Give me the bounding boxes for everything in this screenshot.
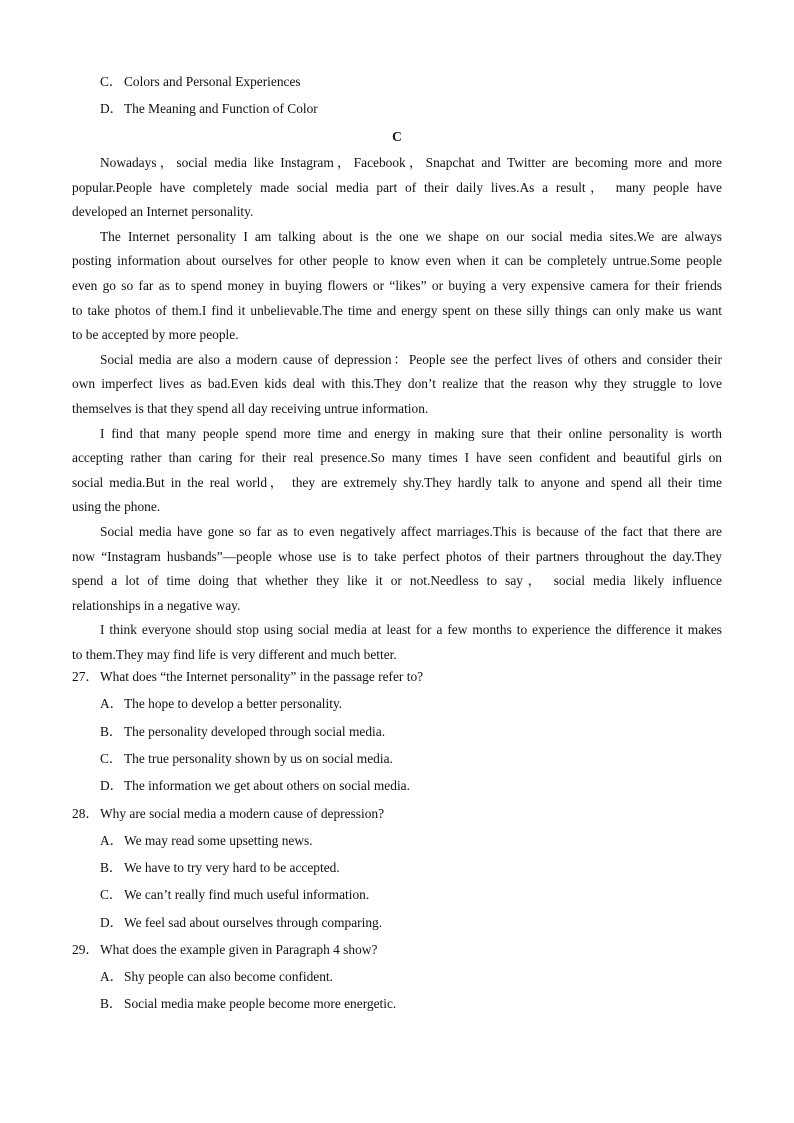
option-a: A．Shy people can also become confident. [100,968,333,984]
option-a: A．The hope to develop a better personality. [100,696,343,712]
question-stem: 28．Why are social media a modern cause of depression? [72,805,385,821]
question-stem: 29．What does the example given in Paragraph 4 show? [72,941,378,957]
question-28 [72,804,722,940]
option-d: D．The Meaning and Function of Color [100,101,318,116]
option-d: D．The information we get about others on social media. [100,778,410,794]
reading-passage [72,151,722,667]
option-b: B． Social media make people become more energetic. [100,996,397,1012]
page-content [72,72,722,1021]
paragraph-3: Social media are also a modern cause of depression：People see the perfect lives of others and consider their own imperfect lives as bad.Even kids deal with this.They don’t realize that the reason why they struggle to love themselves is that they spend all day receiving untrue information. [72,351,722,416]
paragraph-6: I think everyone should stop using social media at least for a few months to experience the difference it makes to them.They may find life is very different and much better. [72,622,722,662]
option-b: B． We have to try very hard to be accepted. [100,859,340,875]
option-c: C． The true personality shown by us on social media. [100,751,393,767]
paragraph-4: I find that many people spend more time and energy in making sure that their online personality is worth accepting rather than caring for their real presence.So many times I have seen confident and beautiful girls on social media.But in the real world， they are extremely shy.They hardly talk to anyone and spend all their time using the phone. [72,425,722,515]
previous-question-options [72,72,722,126]
question-29 [72,940,722,1022]
paragraph-5: Social media have gone so far as to even negatively affect marriages.This is because of the fact that there are now “Instagram husbands”—people whose use is to take perfect photos of their partners throughout the day.They spend a lot of time doing that whether they like it or not.Needless to say， social media likely influence relationships in a negative way. [72,523,722,613]
question-27 [72,667,722,803]
option-c: C． Colors and Personal Experiences [100,74,301,89]
option-b: B． The personality developed through social media. [100,723,386,739]
section-heading: C [392,129,402,144]
paragraph-2: The Internet personality I am talking about is the one we shape on our social media sites.We are always posting information about ourselves for other people to know even when it can be completely untrue.Some people even go so far as to spend money in buying flowers or “likes” or buying a very expensive camera for their friends to take photos of them.I find it unbelievable.The time and energy spent on these silly things can only make us want to be accepted by more people. [72,228,722,343]
option-a: A．We may read some upsetting news. [100,832,313,848]
question-stem: 27．What does “the Internet personality” in the passage refer to? [72,669,424,685]
option-d: D．We feel sad about ourselves through comparing. [100,914,383,930]
option-c: C． We can’t really find much useful information. [100,887,370,903]
paragraph-1: Nowadays，social media like Instagram，Facebook，Snapchat and Twitter are becoming more and more popular.People have completely made social media part of their daily lives.As a result， many people have developed an Internet personality. [72,155,722,220]
